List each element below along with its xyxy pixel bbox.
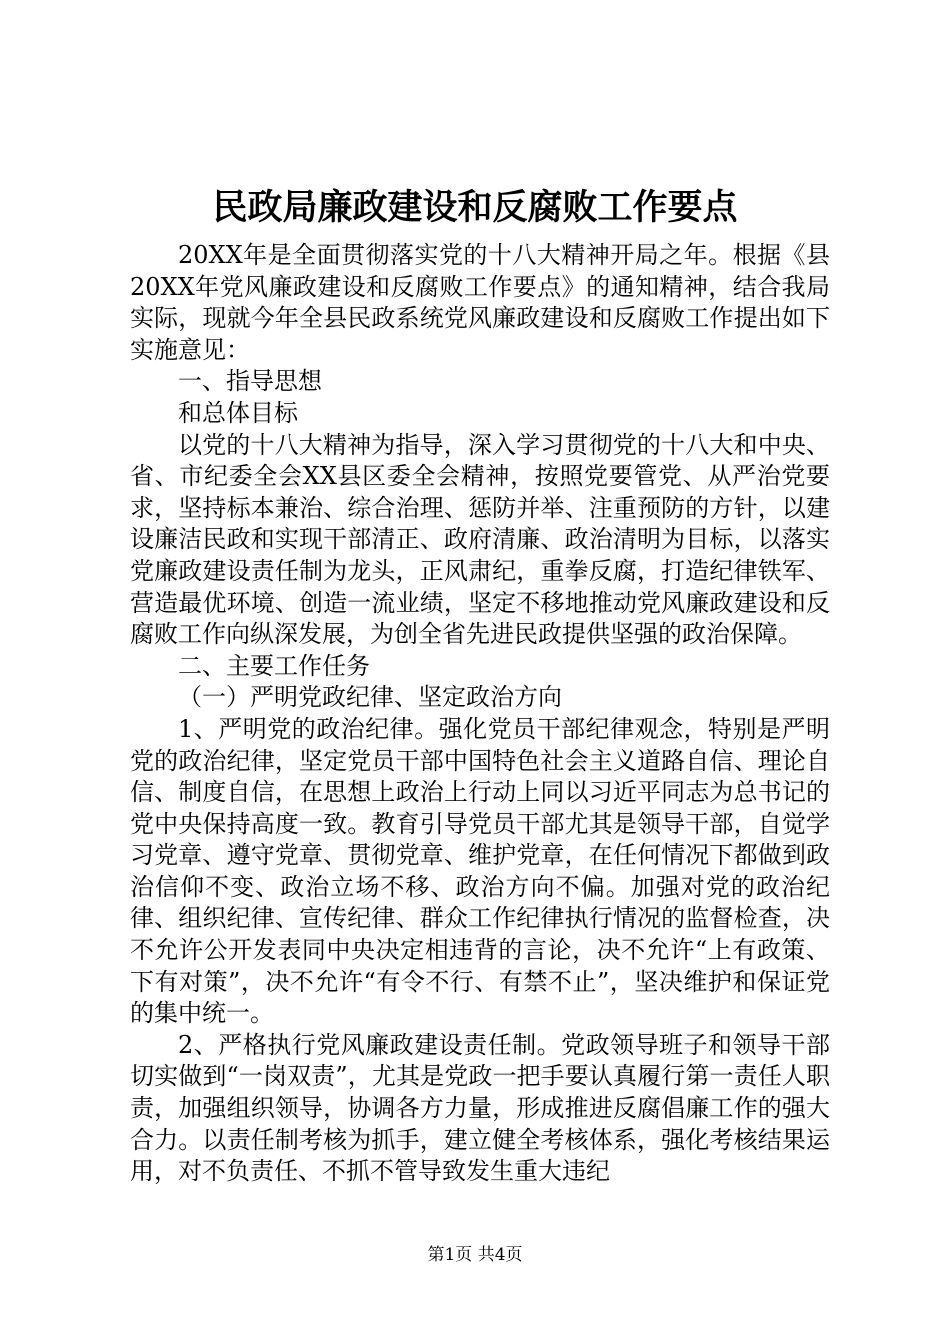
heading-overall-goal: 和总体目标 <box>178 398 298 427</box>
heading-main-tasks: 二、主要工作任务 <box>178 651 370 680</box>
document-body <box>130 240 830 1188</box>
paragraph-item-2: 2、严格执行党风廉政建设责任制。党政领导班子和领导干部切实做到“一岗双责”，尤其是党政一把手要认真履行第一责任人职责，加强组织领导，协调各方力量，形成推进反腐倡廉工作的强大合力。以责任制考核为抓手，建立健全考核体系，强化考核结果运用，对不负责任、不抓不管导致发生重大违纪 <box>130 1030 830 1186</box>
heading-guiding-thought: 一、指导思想 <box>178 367 322 396</box>
paragraph-item-1: 1、严明党的政治纪律。强化党员干部纪律观念，特别是严明党的政治纪律，坚定党员干部中国特色社会主义道路自信、理论自信、制度自信，在思想上政治上行动上同以习近平同志为总书记的党中央保持高度一致。教育引导党员干部尤其是领导干部，自觉学习党章、遵守党章、贯彻党章、维护党章，在任何情况下都做到政治信仰不变、政治立场不移、政治方向不偏。加强对党的政治纪律、组织纪律、宣传纪律、群众工作纪律执行情况的监督检查，决不允许公开发表同中央决定相违背的言论，决不允许“上有政策、下有对策”，决不允许“有令不行、有禁不止”，坚决维护和保证党的集中统一。 <box>130 714 830 1028</box>
paragraph-guiding-thought: 以党的十八大精神为指导，深入学习贯彻党的十八大和中央、省、市纪委全会XX县区委全会精神，按照党要管党、从严治党要求，坚持标本兼治、综合治理、惩防并举、注重预防的方针，以建设廉洁民政和实现干部清正、政府清廉、政治清明为目标，以落实党廉政建设责任制为龙头，正风肃纪，重拳反腐，打造纪律铁军、营造最优环境、创造一流业绩，坚定不移地推动党风廉政建设和反腐败工作向纵深发展，为创全省先进民政提供坚强的政治保障。 <box>130 430 830 649</box>
heading-section-one: （一）严明党政纪律、坚定政治方向 <box>178 683 562 712</box>
document-title: 民政局廉政建设和反腐败工作要点 <box>212 187 738 228</box>
paragraph-intro: 20XX年是全面贯彻落实党的十八大精神开局之年。根据《县20XX年党风廉政建设和反腐败工作要点》的通知精神，结合我局实际，现就今年全县民政系统党风廉政建设和反腐败工作提出如下实施意见： <box>130 241 830 364</box>
page-number-footer: 第1页 共4页 <box>427 1245 523 1265</box>
